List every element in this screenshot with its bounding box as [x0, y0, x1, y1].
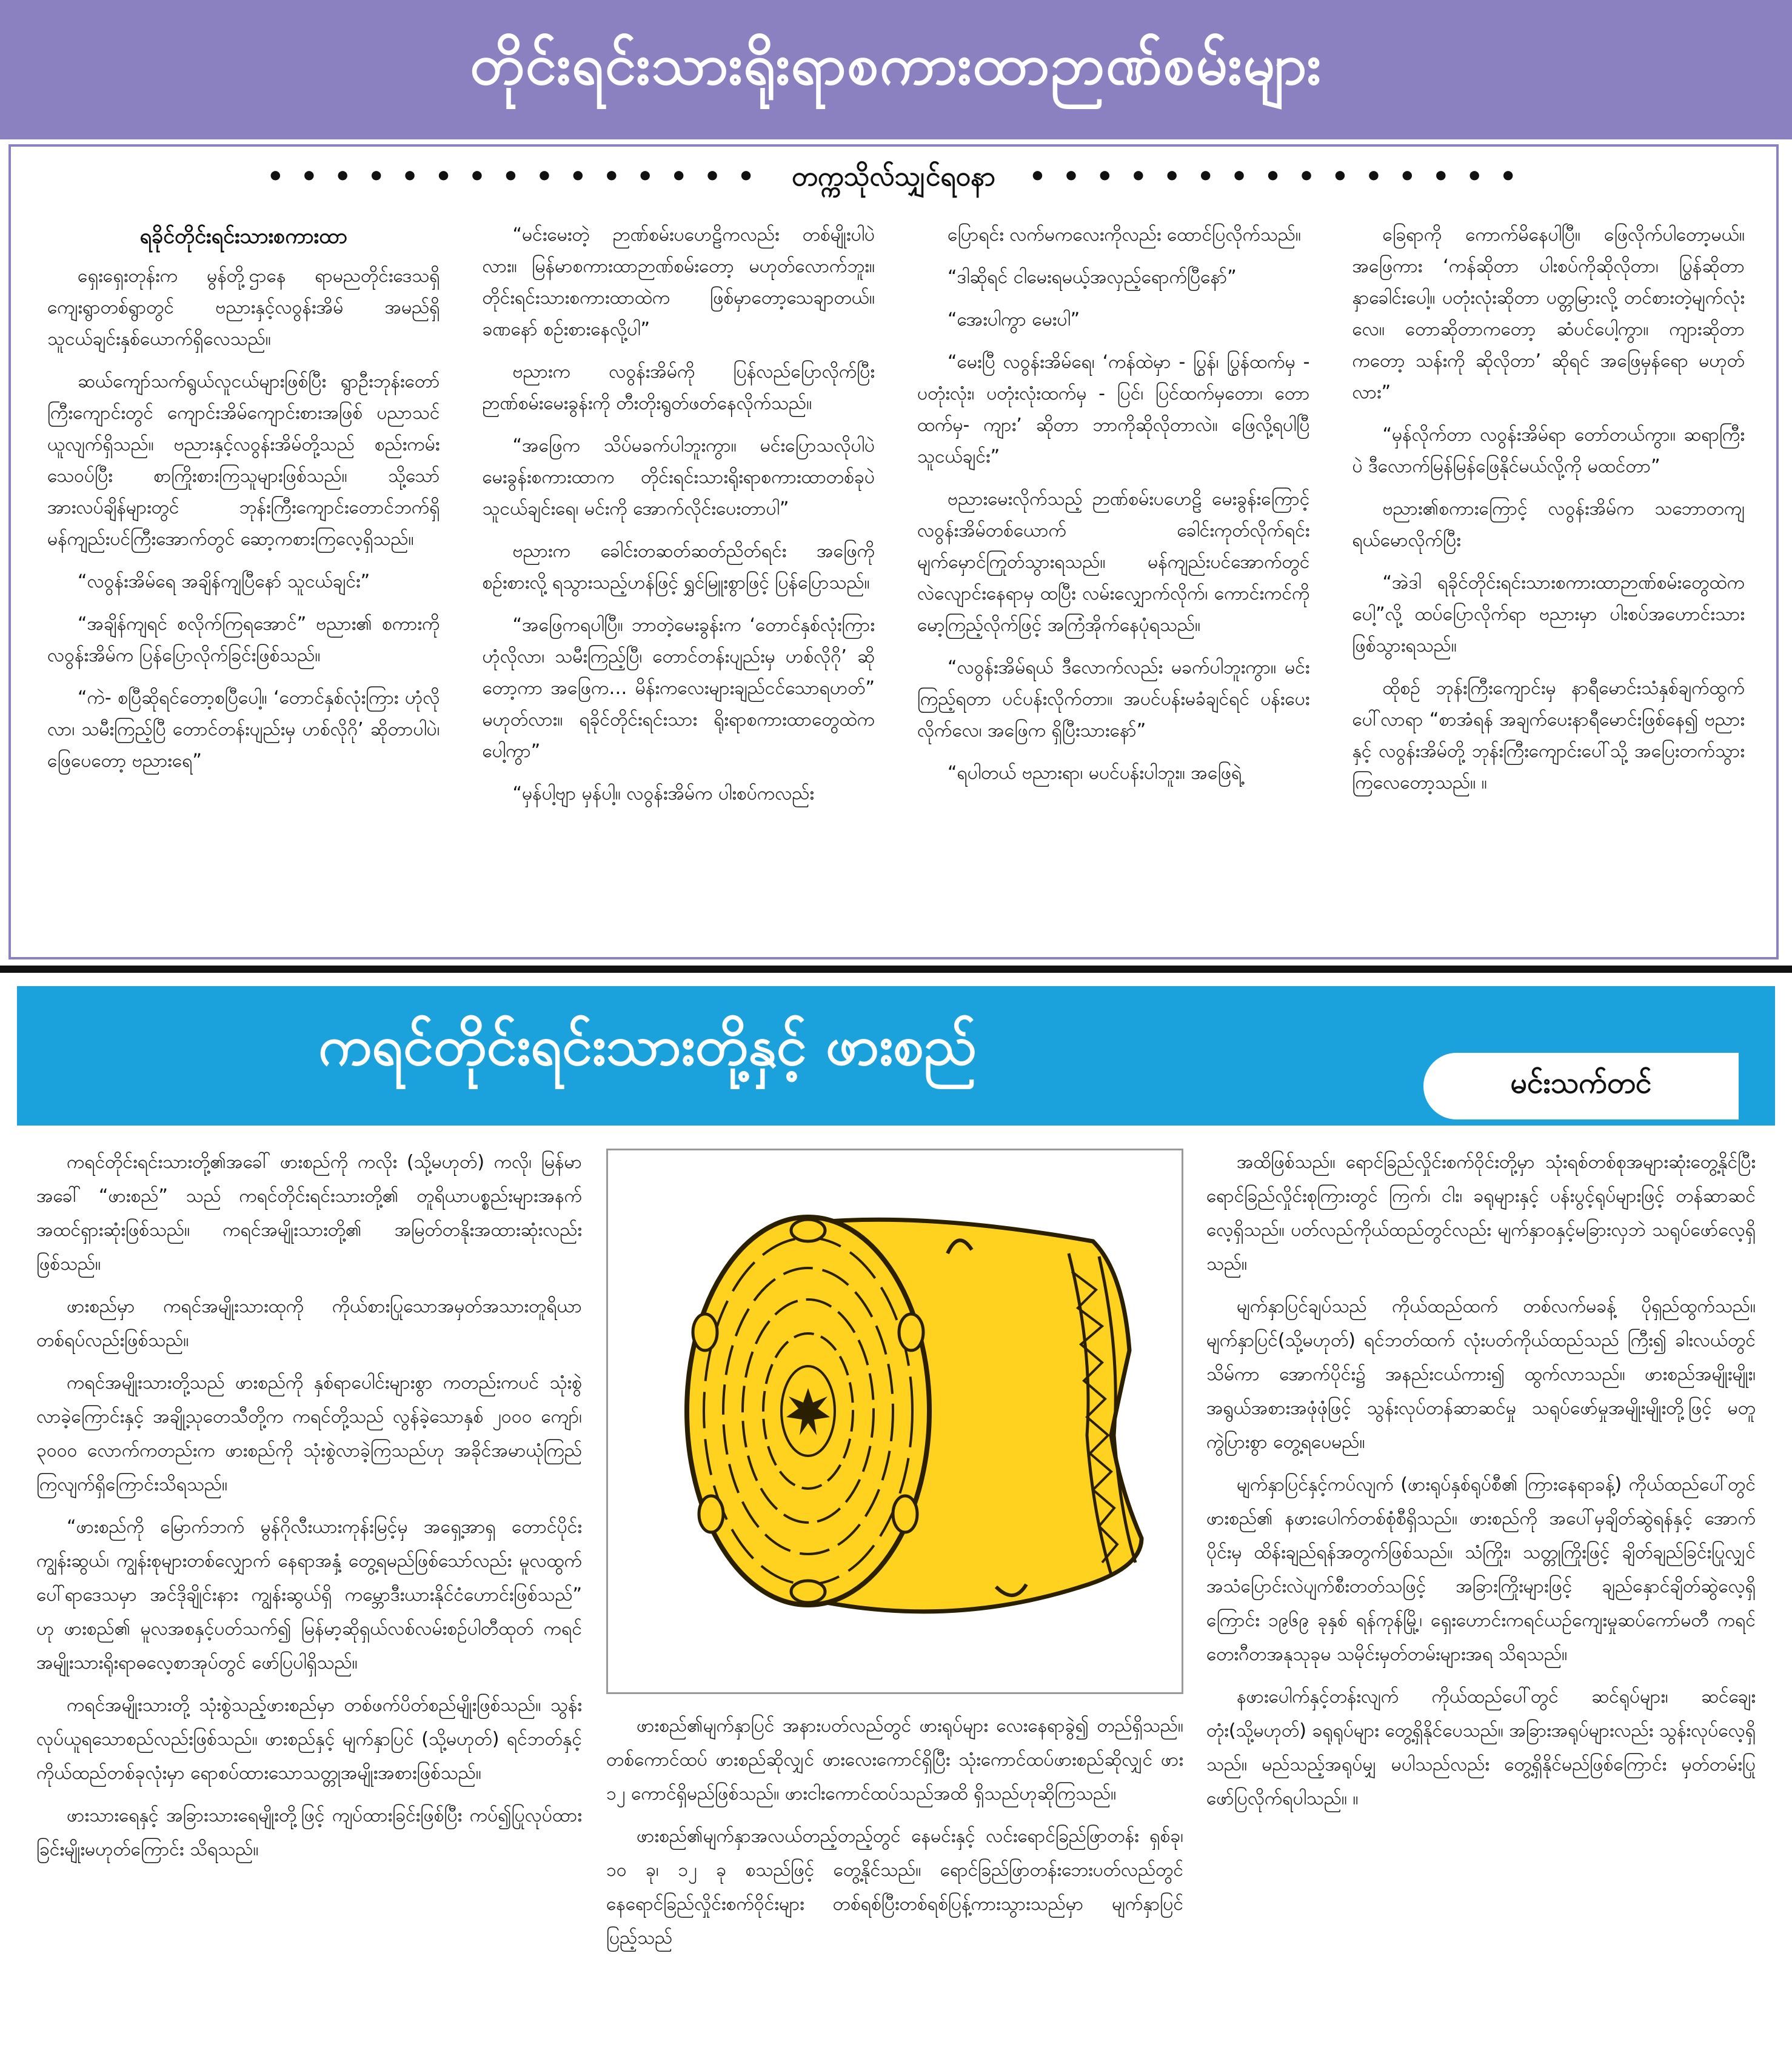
paragraph: ဖားစည်မှာ ကရင်အမျိုးသားထုကို ကိုယ်စားပြုသောအမှတ်အသားတူရိယာတစ်ရပ်လည်းဖြစ်သည်။ [36, 1296, 582, 1351]
frog-drum-icon [608, 1150, 1182, 1692]
paragraph: ကရင်အမျိုးသားတို့ သုံးစွဲသည့်ဖားစည်မှာ တစ်ဖက်ပိတ်စည်မျိုးဖြစ်သည်။ သွန်းလုပ်ယူရသောစည်လည်းဖြစ်သည်။ ဖားစည်နှင့် မျက်နှာပြင် (သို့မဟုတ်) ရင်ဘတ်နှင့်ကိုယ်ထည်တစ်ခုလုံးမှာ ရောစပ်ထားသောသတ္တုအမျိုးအစားဖြစ်သည်။ [36, 1695, 582, 1784]
column-1 [36, 1146, 582, 2030]
paragraph: ဖားစည်၏မျက်နှာပြင် အနားပတ်လည်တွင် ဖားရုပ်များ လေးနေရာခွဲ၍ တည်ရှိသည်။ တစ်ကောင်ထပ် ဖားစည်ဆိုလျှင် ဖားလေးကောင်ရှိပြီး သုံးကောင်ထပ်ဖားစည်ဆိုလျှင် ဖား ၁၂ ကောင်ရှိမည်ဖြစ်သည်။ ဖားငါးကောင်ထပ်သည်အထိ ရှိသည်ဟုဆိုကြသည်။ [606, 1715, 1183, 1804]
paragraph: “မင်းမေးတဲ့ ဉာဏ်စမ်းပဟေဠိကလည်း တစ်မျိုးပါပဲလား။ မြန်မာစကားထာဉာဏ်စမ်းတော့ မဟုတ်လောက်ဘူး။ တိုင်းရင်းသားစကားထာထဲက ဖြစ်မှာတော့သေချာတယ်။ ခဏနော် စဉ်းစားနေလို့ပါ” [482, 224, 875, 340]
paragraph: “မှန်လိုက်တာ လဝွန်းအိမ်ရာ တော်တယ်ကွာ။ ဆရာကြီးပဲ ဒီလောက်မြန်မြန်ဖြေနိုင်မယ်လို့ကို မထင်တာ” [1352, 424, 1745, 477]
paragraph: မျက်နှာပြင်ချပ်သည် ကိုယ်ထည်ထက် တစ်လက်မခန့် ပိုရှည်ထွက်သည်။ မျက်နှာပြင်(သို့မဟုတ်) ရင်ဘတ်ထက် လုံးပတ်ကိုယ်ထည်သည် ကြီး၍ ခါးလယ်တွင်သိမ်ကာ အောက်ပိုင်း၌ အနည်းငယ်ကား၍ ထွက်လာသည်။ ဖားစည်အမျိုးမျိုး၊ အရွယ်အစားအဖုံဖုံဖြင့် သွန်းလုပ်တန်ဆာဆင်မှု သရုပ်ဖော်မှုအမျိုးမျိုးတို့ဖြင့် မတူကွဲပြားစွာ တွေ့ရပေမည်။ [1206, 1296, 1756, 1453]
paragraph: ရှေးရှေးတုန်းက မွန်တို့ဌာနေ ရာမညတိုင်းဒေသရှိ ကျေးရွာတစ်ရွာတွင် ဗညားနှင့်လဝွန်းအိမ် အမည်ရှိ သူငယ်ချင်းနှစ်ယောက်ရှိလေသည်။ [47, 265, 440, 350]
paragraph: ဗညား၏စကားကြောင့် လဝွန်းအိမ်က သဘောတကျ ရယ်မောလိုက်ပြီး [1352, 498, 1745, 551]
column-3 [1206, 1146, 1756, 2030]
column-4 [1352, 219, 1745, 947]
column-2 [606, 1709, 1183, 2037]
paragraph: “ဒါဆိုရင် ငါမေးရမယ့်အလှည့်ရောက်ပြီနော်” [948, 267, 1237, 288]
article-title: ကရင်တိုင်းရင်းသားတို့နှင့် ဖားစည် [318, 1014, 977, 1078]
paragraph: “အချိန်ကျရင် စလိုက်ကြရအောင်” ဗညား၏ စကားကို လဝွန်းအိမ်က ပြန်ပြောလိုက်ခြင်းဖြစ်သည်။ [47, 613, 440, 666]
paragraph: ကရင်အမျိုးသားတို့သည် ဖားစည်ကို နှစ်ရာပေါင်းများစွာ ကတည်းကပင် သုံးစွဲလာခဲ့ကြောင်းနှင့် အချို့သုတေသီတို့က ကရင်တို့သည် လွန်ခဲ့သောနှစ် ၂၀၀၀ ကျော်၊ ၃၀၀၀ လောက်ကတည်းက ဖားစည်ကို သုံးစွဲလာခဲ့ကြသည်ဟု အခိုင်အမာယုံကြည်ကြလျက်ရှိကြောင်းသိရသည်။ [36, 1372, 582, 1495]
paragraph: “အေးပါကွာ မေးပါ” [948, 309, 1080, 330]
paragraph: နဖားပေါက်နှင့်တန်းလျက် ကိုယ်ထည်ပေါ်တွင် ဆင်ရုပ်များ၊ ဆင်ချေးတုံး(သို့မဟုတ်) ခရုရုပ်များ တွေ့ရှိနိုင်ပေသည်။ အခြားအရုပ်များလည်း သွန်းလုပ်လေ့ရှိသည်။ မည်သည့်အရုပ်မျှ မပါသည်လည်း တွေ့ရှိနိုင်မည်ဖြစ်ကြောင်း မှတ်တမ်းပြုဖော်ပြလိုက်ရပါသည်။ ။ [1206, 1686, 1756, 1809]
byline [11, 160, 1776, 199]
column-3 [917, 219, 1310, 947]
paragraph: ကရင်တိုင်းရင်းသားတို့၏အခေါ် ဖားစည်ကို ကလိုး (သို့မဟုတ်) ကလို၊ မြန်မာအခေါ် “ဖားစည်” သည် ကရင်တိုင်းရင်းသားတို့၏ တူရိယာပစ္စည်းများအနက် အထင်ရှားဆုံးဖြစ်သည်။ ကရင်အမျိုးသားတို့၏ အမြတ်တနိုးအထားဆုံးလည်းဖြစ်သည်။ [36, 1152, 582, 1275]
column-1 [47, 219, 440, 947]
paragraph: “အဲဒါ ရခိုင်တိုင်းရင်းသားစကားထာဉာဏ်စမ်းတွေထဲကပေါ့”လို့ ထပ်ပြောလိုက်ရာ ဗညားမှာ ပါးစပ်အဟောင်းသား ဖြစ်သွားရသည်။ [1352, 572, 1745, 656]
paragraph: “လဝွန်းအိမ်ရယ် ဒီလောက်လည်း မခက်ပါဘူးကွာ။ မင်းကြည့်ရတာ ပင်ပန်းလိုက်တာ။ အပင်ပန်းမခံချင်ရင် ပန်းပေးလိုက်လေ၊ အဖြေက ရှိပြီးသားနော်” [917, 657, 1310, 741]
paragraph: ဗညားမေးလိုက်သည့် ဉာဏ်စမ်းပဟေဠိ မေးခွန်းကြောင့် လဝွန်းအိမ်တစ်ယောက် ခေါင်းကုတ်လိုက်ရင်း မျက်မှောင်ကြုတ်သွားရသည်။ မန်ကျည်းပင်အောက်တွင် လဲလျောင်းနေရာမှ ထပြီး လမ်းလျှောက်လိုက်၊ ကောင်းကင်ကို မော့ကြည့်လိုက်ဖြင့် အကြံအိုက်နေပုံရသည်။ [917, 489, 1310, 636]
article-columns [47, 219, 1745, 947]
paragraph: “လဝွန်းအိမ်ရေ အချိန်ကျပြီနော် သူငယ်ချင်း” [78, 571, 370, 592]
paragraph: “ကဲ- စပြီဆိုရင်တော့စပြီပေါ့။ ‘တောင်နှစ်လုံးကြား ဟုံလိုလာ၊ သမီးကြည့်ပြီ တောင်တန်းပျည်းမှ ဟစ်လိုဂို’ ဆိုတာပါပဲ၊ ဖြေပေတော့ ဗညားရေ” [47, 687, 440, 772]
paragraph: ဗညားက ခေါင်းတဆတ်ဆတ်ညိတ်ရင်း အဖြေကို စဉ်းစားလို့ ရသွားသည့်ဟန်ဖြင့် ရွှင်မြူးစွာဖြင့် ပြန်ပြောသည်။ [482, 541, 875, 593]
byline-dots-right: • • • • • • • • • • • • • • • [1029, 161, 1520, 192]
frog-drum-figure [606, 1149, 1183, 1694]
article-riddles [0, 0, 1792, 964]
paragraph: ခြေရာကို ကောက်မိနေပါပြီ။ ဖြေလိုက်ပါတော့မယ်။ အဖြေကား ‘ကန်ဆိုတာ ပါးစပ်ကိုဆိုလိုတာ၊ ပြွန်ဆိုတာနှာခေါင်းပေါ့။ ပတုံးလုံးဆိုတာ ပတ္တမြားလို့ တင်စားတဲ့မျက်လုံးလေ။ တောဆိုတာကတော့ ဆံပင်ပေါ့ကွာ။ ကျားဆိုတာကတော့ သန်းကို ဆိုလိုတာ’ ဆိုရင် အဖြေမှန်ရော မဟုတ်လား” [1352, 224, 1745, 403]
paragraph: ဖားစည်၏မျက်နှာအလယ်တည့်တည့်တွင် နေမင်းနှင့် လင်းရောင်ခြည်ဖြာတန်း ရှစ်ခု၊ ၁၀ ခု၊ ၁၂ ခု စသည်ဖြင့် တွေ့နိုင်သည်။ ရောင်ခြည်ဖြာတန်းဘေးပတ်လည်တွင် နေရောင်ခြည်လှိုင်းစက်ဝိုင်းများ တစ်ရစ်ပြီးတစ်ရစ်ပြန့်ကားသွားသည်မှာ မျက်နှာပြင်ပြည့်သည် [606, 1826, 1183, 1949]
paragraph: ဖားသားရေနှင့် အခြားသားရေမျိုးတို့ဖြင့် ကျပ်ထားခြင်းဖြစ်ပြီး ကပ်၍ပြုလုပ်ထားခြင်းမျိုးမဟုတ်ကြောင်း သိရသည်။ [36, 1805, 582, 1860]
article-title: တိုင်းရင်းသားရိုးရာစကားထာဉာဏ်စမ်းများ [470, 32, 1322, 97]
byline-dots-left: • • • • • • • • • • • • • • • [267, 161, 758, 192]
section-divider [0, 966, 1792, 973]
article-banner [17, 986, 1775, 1126]
paragraph: မျက်နှာပြင်နှင့်ကပ်လျက် (ဖားရုပ်နှစ်ရုပ်စီ၏ ကြားနေရာခန့်) ကိုယ်ထည်ပေါ်တွင် ဖားစည်၏ နဖားပေါက်တစ်စုံစီရှိသည်။ ဖားစည်ကို အပေါ်မှချိတ်ဆွဲရန်နှင့် အောက်ပိုင်းမှ ထိန်းချည်ရန်အတွက်ဖြစ်သည်။ သံကြိုး၊ သတ္တုကြိုးဖြင့် ချိတ်ချည်ခြင်းပြုလျှင် အသံပြောင်းလဲပျက်စီးတတ်သဖြင့် အခြားကြိုးများဖြင့် ချည်နှောင်ချိတ်ဆွဲလေ့ရှိကြောင်း ၁၉၆၉ ခုနှစ် ရန်ကုန်မြို့၊ ရှေးဟောင်းကရင်ယဉ်ကျေးမှုဆပ်ကော်မတီ ကရင်တေးဂီတအနုသုခုမ သမိုင်းမှတ်တမ်းများအရ သိရသည်။ [1206, 1474, 1756, 1665]
paragraph: ထိုစဉ် ဘုန်းကြီးကျောင်းမှ နာရီမောင်းသံနှစ်ချက်ထွက်ပေါ်လာရာ “စာအံရန် အချက်ပေးနာရီမောင်းဖြစ်နေ၍ ဗညားနှင့် လဝွန်းအိမ်တို့ ဘုန်းကြီးကျောင်းပေါ်သို့ အပြေးတက်သွားကြလေတော့သည်။ ။ [1352, 678, 1745, 793]
article-frog-drum [0, 973, 1792, 2045]
author-name: မင်းသက်တင် [1423, 1053, 1739, 1119]
author-name: တက္ကသိုလ်သျှင်ရဝနာ [791, 161, 996, 192]
paragraph: “ဖားစည်ကို မြောက်ဘက် မွန်ဂိုလီးယားကုန်းမြင့်မှ အရှေ့အာရှ တောင်ပိုင်းကျွန်းဆွယ်၊ ကျွန်းစုများတစ်လျှောက် နေရာအနှံ့ တွေ့ရမည်ဖြစ်သော်လည်း မူလထွက်ပေါ်ရာဒေသမှာ အင်ဒိုချိုင်းနား ကျွန်းဆွယ်ရှိ ကမ္ဘောဒီးယားနိုင်ငံဟောင်းဖြစ်သည်” ဟု ဖားစည်၏ မူလအစနှင့်ပတ်သက်၍ မြန်မာ့ဆိုရှယ်လစ်လမ်းစဉ်ပါတီထုတ် ကရင်အမျိုးသားရိုးရာဓလေ့စာအုပ်တွင် ဖော်ပြပါရှိသည်။ [36, 1516, 582, 1673]
paragraph: ဆယ်ကျော်သက်ရွယ်လူငယ်များဖြစ်ပြီး ရွာဦးဘုန်းတော်ကြီးကျောင်းတွင် ကျောင်းအိမ်ကျောင်းစားအဖြစ် ပညာသင်ယူလျက်ရှိသည်။ ဗညားနှင့်လဝွန်းအိမ်တို့သည် စည်းကမ်းသေဝပ်ပြီး စာကြိုးစားကြသူများဖြစ်သည်။ သို့သော် အားလပ်ချိန်များတွင် ဘုန်းကြီးကျောင်းတောင်ဘက်ရှိ မန်ကျည်းပင်ကြီးအောက်တွင် ဆော့ကစားကြလေ့ရှိသည်။ [47, 371, 440, 550]
paragraph: “အဖြေကရပါပြီ။ ဘာတဲ့မေးခွန်းက ‘တောင်နှစ်လုံးကြား ဟုံလိုလာ၊ သမီးကြည့်ပြီ၊ တောင်တန်းပျည်းမှ ဟစ်လိုဂို’ ဆိုတော့ကာ အဖြေက… မိန်းကလေးများချည်ငင်သောရဟတ်” မဟုတ်လား။ ရခိုင်တိုင်းရင်းသား ရိုးရာစကားထာတွေထဲကပေါ့ကွာ” [482, 615, 875, 762]
paragraph: ဗညားက လဝွန်းအိမ်ကို ပြန်လည်ပြောလိုက်ပြီး ဉာဏ်စမ်းမေးခွန်းကို တီးတိုးရွတ်ဖတ်နေလိုက်သည်။ [482, 361, 875, 414]
paragraph: “မှန်ပါ့ဗျာ မှန်ပါ့။ လဝွန်းအိမ်က ပါးစပ်ကလည်း [512, 783, 815, 804]
article-body-frame [8, 144, 1779, 959]
section-subheading: ရခိုင်တိုင်းရင်းသားစကားထာ [139, 224, 347, 249]
paragraph: အထိဖြစ်သည်။ ရောင်ခြည်လှိုင်းစက်ဝိုင်းတို့မှာ သုံးရစ်တစ်စုအများဆုံးတွေ့နိုင်ပြီး ရောင်ခြည်လှိုင်းစုကြားတွင် ကြက်၊ ငါး၊ ခရုများနှင့် ပန်းပွင့်ရုပ်များဖြင့် တန်ဆာဆင်လေ့ရှိသည်။ ပတ်လည်ကိုယ်ထည်တွင်လည်း မျက်နှာဝနှင့်မခြားလှဘဲ သရုပ်ဖော်လေ့ရှိသည်။ [1206, 1152, 1756, 1275]
column-2 [483, 219, 875, 947]
paragraph: “အဖြေက သိပ်မခက်ပါဘူးကွာ။ မင်းပြောသလိုပါပဲ မေးခွန်းစကားထာက တိုင်းရင်းသားရိုးရာစကားထာတစ်ခုပဲ သူငယ်ချင်းရေ၊ မင်းကို အောက်လိုင်းပေးတာပါ” [482, 435, 875, 519]
paragraph: “ရပါတယ် ဗညားရာ၊ မပင်ပန်းပါဘူး။ အဖြေရဲ့ [948, 762, 1242, 784]
paragraph: ပြောရင်း လက်မကလေးကိုလည်း ထောင်ပြလိုက်သည်။ [948, 224, 1302, 245]
paragraph: “မေးပြီ လဝွန်းအိမ်ရေ၊ ‘ကန်ထဲမှာ - ပြွန်၊ ပြွန်ထက်မှ - ပတုံးလုံး၊ ပတုံးလုံးထက်မှ - ပြင်၊ ပြင်ထက်မှတော၊ တောထက်မှ- ကျား’ ဆိုတာ ဘာကိုဆိုလိုတာလဲ။ ဖြေလို့ရပါပြီသူငယ်ချင်း” [917, 352, 1310, 467]
article-banner [0, 0, 1792, 139]
